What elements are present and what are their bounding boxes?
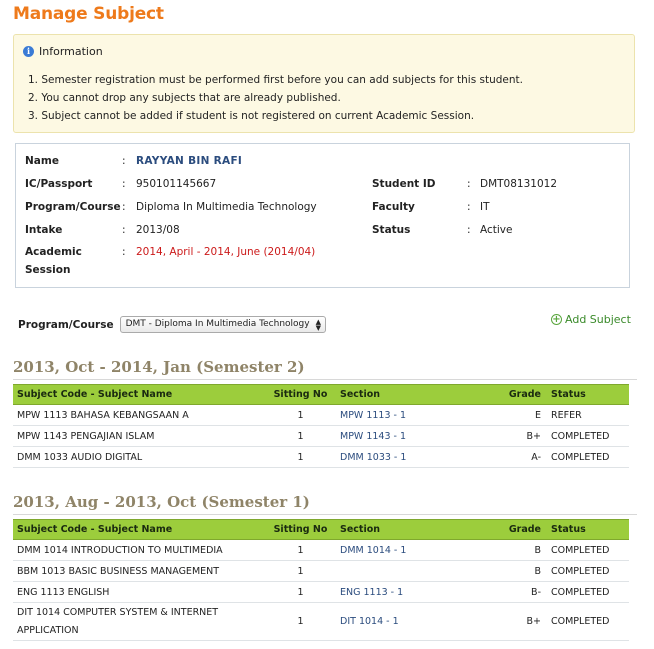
- subject-cell: BBM 1013 BASIC BUSINESS MANAGEMENT: [13, 561, 265, 582]
- session-label-line2: Session: [25, 264, 71, 276]
- table-row: [13, 426, 629, 447]
- semester-title: 2013, Oct - 2014, Jan (Semester 2): [13, 358, 305, 376]
- status-cell: REFER: [547, 405, 629, 426]
- subject-cell: DIT 1014 COMPUTER SYSTEM & INTERNET APPLICATION: [13, 603, 265, 641]
- information-header: [23, 45, 103, 58]
- column-sitting: Sitting No: [265, 520, 336, 540]
- column-grade: Grade: [502, 385, 547, 405]
- subject-table: [13, 384, 629, 468]
- sitting-cell: 1: [265, 426, 336, 447]
- academic-session-value: 2014, April - 2014, June (2014/04): [136, 246, 316, 258]
- page-title: Manage Subject: [13, 4, 164, 24]
- subject-cell: MPW 1113 BAHASA KEBANGSAAN A: [13, 405, 265, 426]
- table-row: [13, 582, 629, 603]
- status-separator: :: [467, 224, 471, 236]
- subject-cell: DMM 1014 INTRODUCTION TO MULTIMEDIA: [13, 540, 265, 561]
- program-value: Diploma In Multimedia Technology: [136, 201, 317, 213]
- student-id-value: DMT08131012: [480, 178, 558, 190]
- add-subject-label: Add Subject: [565, 313, 631, 326]
- status-value: Active: [480, 224, 513, 236]
- program-filter: [18, 316, 326, 333]
- sitting-cell: 1: [265, 540, 336, 561]
- status-cell: COMPLETED: [547, 582, 629, 603]
- information-heading: Information: [39, 45, 103, 58]
- program-select[interactable]: [120, 316, 326, 333]
- information-panel: [13, 34, 635, 133]
- status-cell: COMPLETED: [547, 540, 629, 561]
- section-link[interactable]: ENG 1113 - 1: [336, 582, 502, 603]
- student-details-card: [15, 143, 630, 288]
- program-select-value: DMT - Diploma In Multimedia Technology: [125, 319, 310, 329]
- intake-label: Intake: [25, 224, 63, 236]
- grade-cell: E: [502, 405, 547, 426]
- section-link[interactable]: DMM 1014 - 1: [336, 540, 502, 561]
- information-item: 3. Subject cannot be added if student is not registered on current Academic Session.: [28, 110, 475, 122]
- column-subject: Subject Code - Subject Name: [13, 385, 265, 405]
- ic-label: IC/Passport: [25, 178, 93, 190]
- subject-cell: ENG 1113 ENGLISH: [13, 582, 265, 603]
- status-label: Status: [372, 224, 411, 236]
- table-row: [13, 447, 629, 468]
- table-header-row: [13, 385, 629, 405]
- faculty-label: Faculty: [372, 201, 415, 213]
- section-link[interactable]: MPW 1143 - 1: [336, 426, 502, 447]
- table-row: [13, 540, 629, 561]
- section-link[interactable]: DIT 1014 - 1: [336, 603, 502, 641]
- status-cell: COMPLETED: [547, 426, 629, 447]
- column-grade: Grade: [502, 520, 547, 540]
- sitting-cell: 1: [265, 582, 336, 603]
- grade-cell: B: [502, 561, 547, 582]
- table-row: [13, 561, 629, 582]
- information-list: [28, 71, 523, 125]
- column-section: Section: [336, 520, 502, 540]
- sitting-cell: 1: [265, 447, 336, 468]
- program-separator: :: [122, 201, 126, 213]
- column-status: Status: [547, 520, 629, 540]
- intake-value: 2013/08: [136, 224, 180, 236]
- grade-cell: B: [502, 540, 547, 561]
- status-cell: COMPLETED: [547, 561, 629, 582]
- semester-title: 2013, Aug - 2013, Oct (Semester 1): [13, 493, 310, 511]
- info-icon: i: [23, 46, 34, 57]
- column-sitting: Sitting No: [265, 385, 336, 405]
- section-link[interactable]: MPW 1113 - 1: [336, 405, 502, 426]
- select-arrows-icon: ▲ ▼: [315, 317, 321, 332]
- subject-table: [13, 519, 629, 641]
- sitting-cell: 1: [265, 603, 336, 641]
- grade-cell: A-: [502, 447, 547, 468]
- session-label: Academic: [25, 246, 82, 258]
- session-separator: :: [122, 246, 126, 258]
- name-separator: :: [122, 155, 126, 167]
- column-subject: Subject Code - Subject Name: [13, 520, 265, 540]
- information-item: 2. You cannot drop any subjects that are already published.: [28, 92, 341, 104]
- ic-separator: :: [122, 178, 126, 190]
- section-link[interactable]: DMM 1033 - 1: [336, 447, 502, 468]
- table-row: [13, 405, 629, 426]
- status-cell: COMPLETED: [547, 603, 629, 641]
- sitting-cell: 1: [265, 561, 336, 582]
- grade-cell: B+: [502, 426, 547, 447]
- subject-cell: DMM 1033 AUDIO DIGITAL: [13, 447, 265, 468]
- program-label: Program/Course: [25, 201, 121, 213]
- plus-circle-icon: +: [552, 314, 561, 325]
- section-link[interactable]: [336, 561, 502, 582]
- intake-separator: :: [122, 224, 126, 236]
- information-item: 1. Semester registration must be performed first before you can add subjects for this student.: [28, 74, 523, 86]
- semester-divider: [13, 379, 637, 380]
- semester-divider: [13, 514, 637, 515]
- add-subject-button[interactable]: [551, 313, 631, 326]
- program-filter-label: Program/Course: [18, 318, 114, 331]
- table-row: [13, 603, 629, 641]
- student-name: RAYYAN BIN RAFI: [136, 155, 243, 167]
- column-section: Section: [336, 385, 502, 405]
- student-id-label: Student ID: [372, 178, 436, 190]
- column-status: Status: [547, 385, 629, 405]
- name-label: Name: [25, 155, 59, 167]
- grade-cell: B-: [502, 582, 547, 603]
- grade-cell: B+: [502, 603, 547, 641]
- faculty-separator: :: [467, 201, 471, 213]
- table-header-row: [13, 520, 629, 540]
- status-cell: COMPLETED: [547, 447, 629, 468]
- student-id-separator: :: [467, 178, 471, 190]
- sitting-cell: 1: [265, 405, 336, 426]
- ic-value: 950101145667: [136, 178, 217, 190]
- faculty-value: IT: [480, 201, 490, 213]
- subject-cell: MPW 1143 PENGAJIAN ISLAM: [13, 426, 265, 447]
